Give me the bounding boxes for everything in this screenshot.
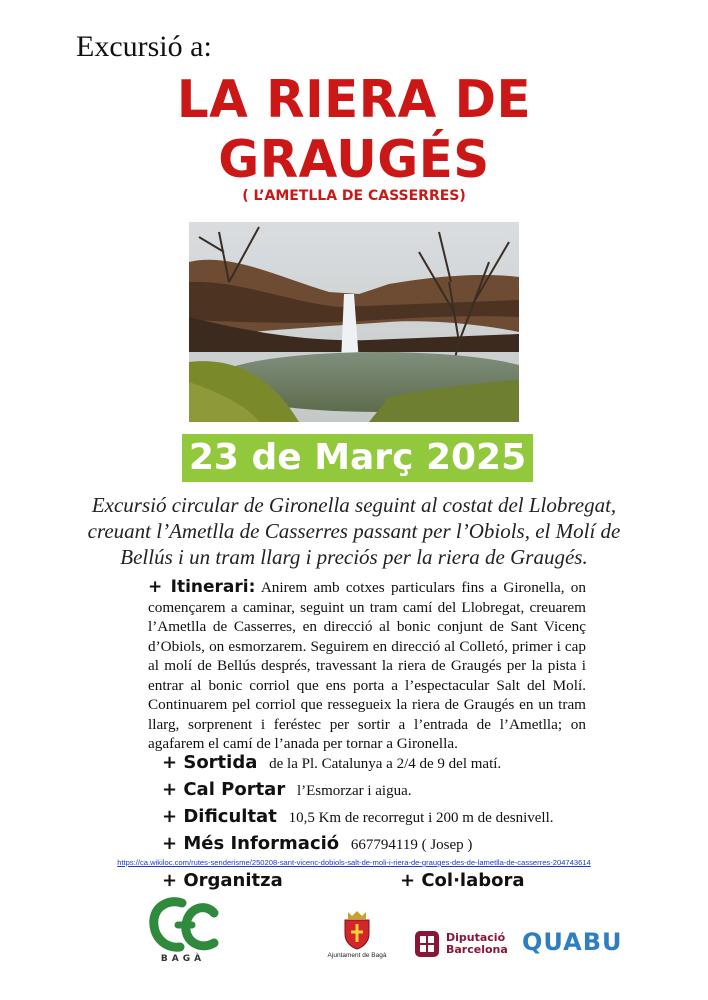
baga-shield-icon <box>342 910 372 950</box>
detail-label: + Dificultat <box>162 806 277 827</box>
diputacio-logo-icon <box>414 930 440 958</box>
diputacio-line-2: Barcelona <box>446 943 508 956</box>
baga-logo-text: BAGÀ <box>160 954 206 964</box>
detail-sortida <box>162 752 501 773</box>
detail-label: + Sortida <box>162 752 258 773</box>
wikiloc-link[interactable]: https://ca.wikiloc.com/rutes-senderisme/250208-sant-vicenc-dobiols-salt-de-moli-i-riera-de-grauges-des-de-lametlla-de-casserres-204743614 <box>117 858 591 867</box>
detail-mes-informacio <box>162 833 472 854</box>
title-line-1: LA RIERA DE <box>176 70 532 130</box>
detail-value: 667794119 ( Josep ) <box>350 837 473 853</box>
detail-value: 10,5 Km de recorregut i 200 m de desnivell. <box>288 810 554 826</box>
col-labora-label: + Col·labora <box>400 870 525 891</box>
detail-cal-portar <box>162 779 412 800</box>
event-date: 23 de Març 2025 <box>188 437 527 478</box>
detail-value: l’Esmorzar i aigua. <box>296 783 412 799</box>
diputacio-line-1: Diputació <box>446 931 506 944</box>
organitza-label: + Organitza <box>162 870 283 891</box>
subtitle: ( L’AMETLLA DE CASSERRES) <box>242 188 466 204</box>
ajuntament-text: Ajuntament de Bagà <box>327 952 387 959</box>
itinerary-text: Anirem amb cotxes particulars fins a Gironella, on començarem a caminar, seguint un tram camí del Llobregat, creuarem l’Ametlla de Casserres, en direcció al bonic conjunt de Sant Vicenç d’Obiols, on esmorzarem. Seguirem en direcció al Colletó, primer i cap al molí de Bellús després, travessant la riera de Graugés per la pista i entrar al bonic corriol que ens porta a l’espectacular Salt del Molí. Continuarem pel corriol que ressegueix la riera de Graugés en un tram llarg, sorprenent i feréstec per sortir a l’entrada de l’Ametlla; on agafarem el camí de l’anada per tornar a Gironella. <box>148 579 586 752</box>
detail-label: + Cal Portar <box>162 779 286 800</box>
title-line-2: GRAUGÉS <box>218 130 490 190</box>
summary-text: Excursió circular de Gironella seguint al costat del Llobregat, creuant l’Ametlla de Casserres passant per l’Obiols, el Molí de Bellús i un tram llarg i preciós per la riera de Graugés. <box>87 493 621 569</box>
detail-dificultat <box>162 806 554 827</box>
detail-label: + Més Informació <box>162 833 340 854</box>
intro-text: Excursió a: <box>76 30 212 63</box>
itinerary-label: + Itinerari: <box>148 577 256 597</box>
waterfall-photo <box>189 222 519 422</box>
quabu-logo: QUABU <box>522 928 623 956</box>
diputacio-text <box>446 932 508 956</box>
detail-value: de la Pl. Catalunya a 2/4 de 9 del matí. <box>269 756 502 772</box>
itinerary-paragraph <box>148 578 586 754</box>
